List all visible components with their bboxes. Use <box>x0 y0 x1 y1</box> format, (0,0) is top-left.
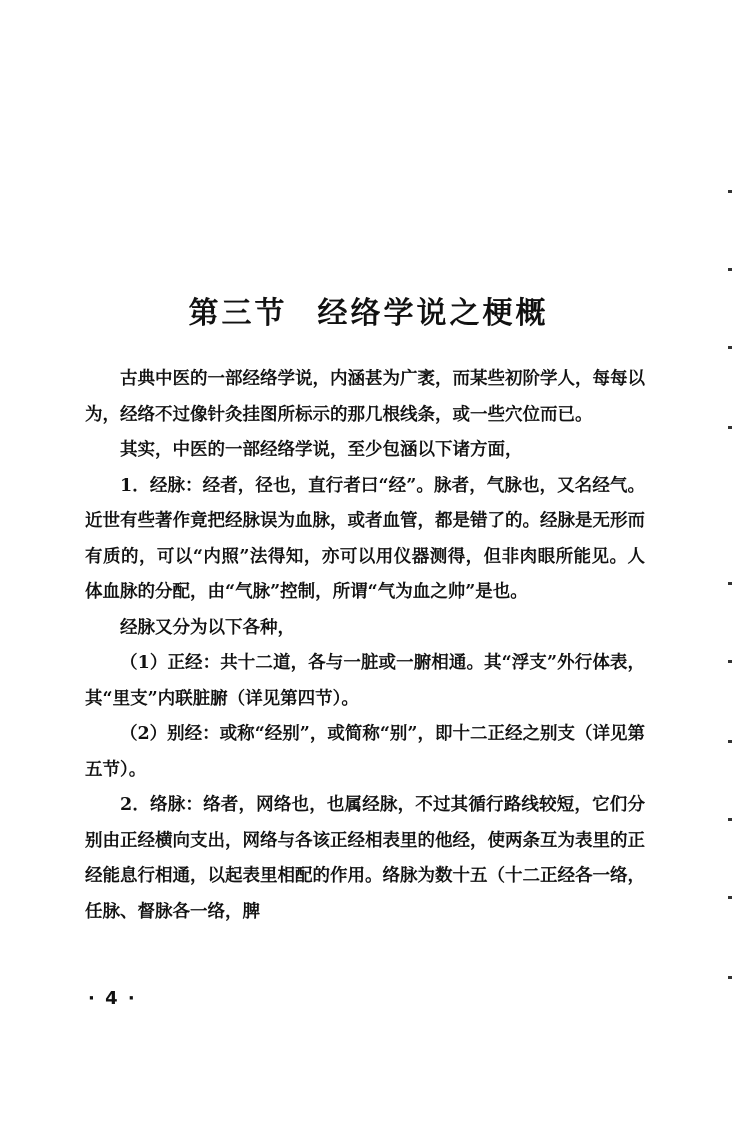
scan-margin-mark <box>728 268 732 271</box>
paragraph-intro: 古典中医的一部经络学说，内涵甚为广袤，而某些初阶学人，每每以为，经络不过像针灸挂图所标示的那几根线条，或一些穴位而已。 <box>85 369 645 425</box>
paragraph-zhengjing: （1）正经：共十二道，各与一脏或一腑相通。其“浮支”外行体表，其“里支”内联脏腑（详见第四节）。 <box>85 653 645 709</box>
section-heading <box>0 288 737 332</box>
body-text <box>85 362 645 930</box>
scan-margin-mark <box>728 190 732 193</box>
paragraph-luomai: 2．络脉：络者，网络也，也属经脉，不过其循行路线较短，它们分别由正经横向支出，网络与各该正经相表里的他经，使两条互为表里的正经能息行相通，以起表里相配的作用。络脉为数十五（十二正经各一络，任脉、督脉各一络，脾 <box>85 795 645 922</box>
scan-margin-mark <box>728 896 732 899</box>
scan-margin-mark <box>728 582 732 585</box>
scan-margin-mark <box>728 660 732 663</box>
section-title: 经络学说之梗概 <box>317 296 549 331</box>
page-number: · 4 · <box>88 988 137 1009</box>
paragraph-jingmai: 1．经脉：经者，径也，直行者曰“经”。脉者，气脉也，又名经气。近世有些著作竟把经脉误为血脉，或者血管，都是错了的。经脉是无形而有质的，可以“内照”法得知，亦可以用仪器测得，但非肉眼所能见。人体血脉的分配，由“气脉”控制，所谓“气为血之帅”是也。 <box>85 475 645 602</box>
paragraph-biejing: （2）别经：或称“经别”，或简称“别”，即十二正经之别支（详见第五节）。 <box>85 724 645 780</box>
scan-margin-mark <box>728 346 732 349</box>
scan-margin-mark <box>728 818 732 821</box>
scan-margin-mark <box>728 976 732 979</box>
paragraph-jingmai-types: 经脉又分为以下各种， <box>120 617 295 638</box>
paragraph-aspects: 其实，中医的一部经络学说，至少包涵以下诸方面， <box>120 440 523 460</box>
scan-margin-mark <box>728 740 732 743</box>
scan-margin-mark <box>728 426 732 429</box>
section-label: 第三节 <box>188 296 288 331</box>
